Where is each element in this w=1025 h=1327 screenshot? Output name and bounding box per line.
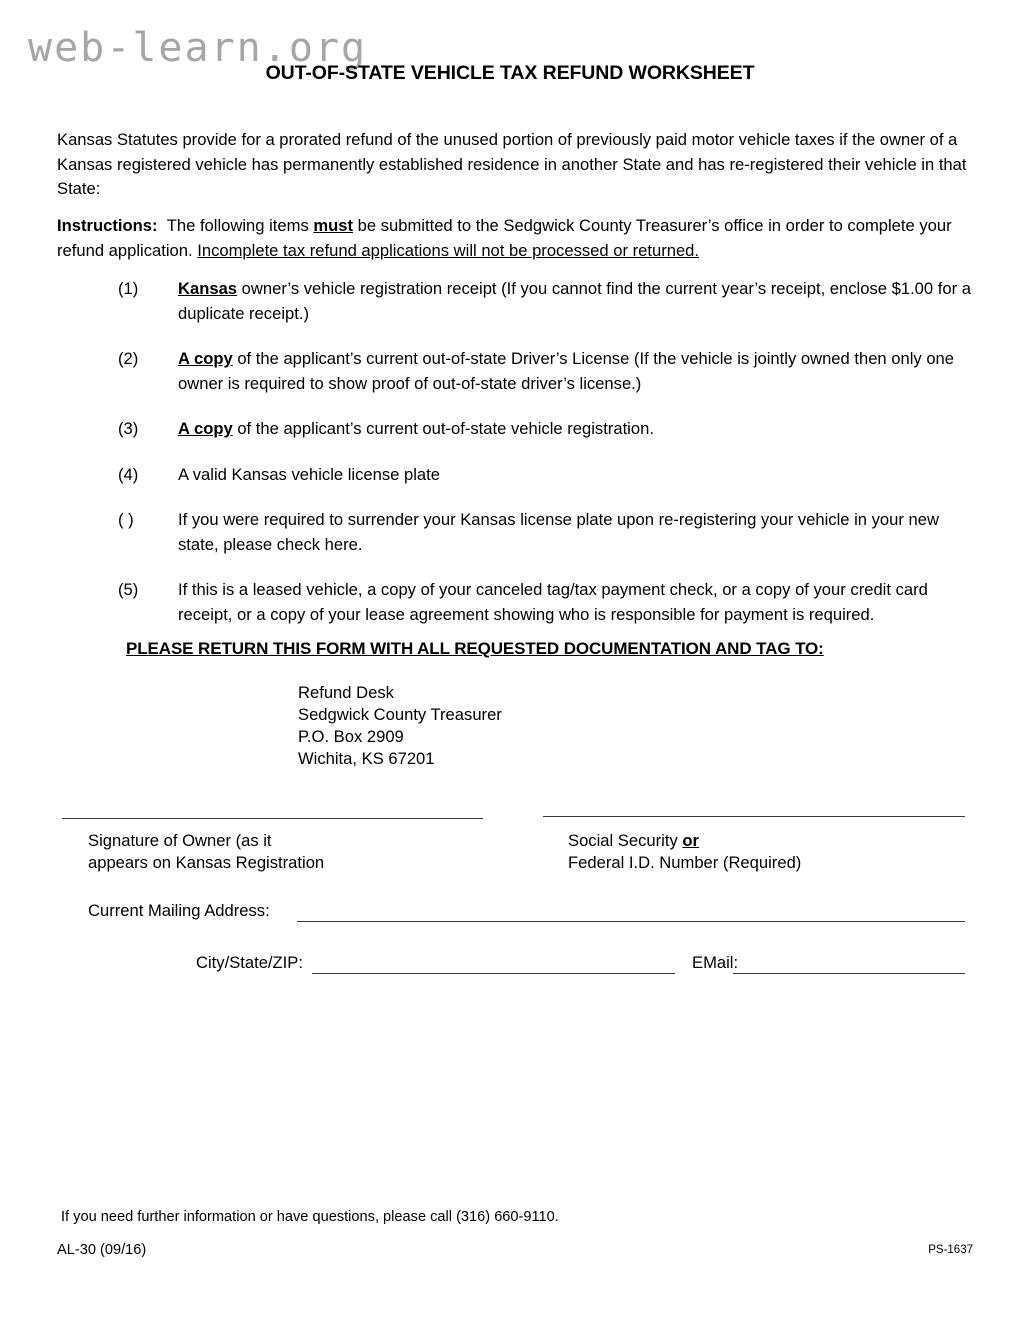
address-line-2: Sedgwick County Treasurer	[298, 705, 502, 724]
page-title: OUT-OF-STATE VEHICLE TAX REFUND WORKSHEET	[265, 62, 755, 84]
ssn-or-emphasis: or	[682, 831, 699, 850]
list-item-body: of the applicant’s current out-of-state Driver’s License (If the vehicle is jointly owned then only one owner is required to show proof of out-of-state driver’s license.)	[178, 349, 955, 393]
instructions-label: Instructions:	[57, 216, 158, 235]
signature-label-line-2: appears on Kansas Registration	[88, 853, 325, 872]
signature-label	[88, 830, 324, 874]
address-line-4: Wichita, KS 67201	[298, 749, 435, 768]
ssn-label-line-2: Federal I.D. Number (Required)	[568, 853, 802, 872]
list-item-marker: (4)	[118, 464, 139, 484]
city-state-zip-input[interactable]	[312, 973, 675, 974]
return-address-block	[298, 682, 502, 770]
list-item-text	[178, 417, 973, 442]
list-item	[0, 347, 1025, 396]
mailing-address-label: Current Mailing Address:	[88, 901, 270, 920]
list-item-marker: (3)	[118, 419, 139, 438]
intro-paragraph: Kansas Statutes provide for a prorated refund of the unused portion of previously paid motor vehicle taxes if the owner of a Kansas registered vehicle has permanently established residence in another State and has re-registered their vehicle in that State:	[57, 130, 967, 198]
footer-form-code: AL-30 (09/16)	[57, 1242, 147, 1258]
instructions-underlined-sentence: Incomplete tax refund applications will not be processed or returned.	[197, 240, 700, 260]
address-line-1: Refund Desk	[298, 683, 394, 702]
list-item-body: owner’s vehicle registration receipt (If you cannot find the current year’s receipt, enclose $1.00 for a duplicate receipt.)	[178, 279, 971, 323]
city-state-zip-label: City/State/ZIP:	[196, 953, 303, 972]
footer-contact-note: If you need further information or have questions, please call (316) 660-9110.	[61, 1209, 559, 1225]
list-item-text	[178, 277, 973, 326]
list-item-body: A valid Kansas vehicle license plate	[178, 464, 440, 484]
requirements-list	[0, 277, 1025, 648]
signature-label-line-1: Signature of Owner (as it	[88, 831, 272, 850]
list-item-lead-emphasis: A copy	[178, 419, 233, 438]
list-item	[0, 417, 1025, 442]
list-item-body: If you were required to surrender your Kansas license plate upon re-registering your vehicle in your new state, please check here.	[178, 510, 939, 554]
list-item-text	[178, 463, 973, 488]
ssn-input-line[interactable]	[543, 816, 965, 817]
list-item-marker: (2)	[118, 349, 139, 368]
list-item-lead-emphasis: Kansas	[178, 279, 238, 298]
web-learn-watermark: web-learn.org	[28, 25, 368, 71]
list-item-text	[178, 347, 973, 396]
email-input[interactable]	[733, 973, 965, 974]
list-item	[0, 578, 1025, 627]
instructions-paragraph	[57, 214, 970, 263]
list-item	[0, 463, 1025, 488]
mailing-address-input[interactable]	[297, 921, 965, 922]
instructions-text-after: be submitted to the Sedgwick County Treasurer’s office in order to complete your refund application.	[57, 216, 952, 260]
list-item	[0, 277, 1025, 326]
list-item-marker: (5)	[118, 580, 139, 599]
return-instruction-heading: PLEASE RETURN THIS FORM WITH ALL REQUESTED DOCUMENTATION AND TAG TO:	[126, 639, 824, 658]
list-item-lead-emphasis: A copy	[178, 349, 233, 368]
instructions-must-emphasis: must	[313, 216, 354, 235]
list-item-surrender-plate-checkbox[interactable]	[0, 508, 1025, 557]
email-label: EMail:	[692, 953, 739, 972]
ssn-label	[568, 830, 801, 874]
address-line-3: P.O. Box 2909	[298, 727, 404, 746]
signature-input-line[interactable]	[62, 818, 483, 819]
list-item-body: If this is a leased vehicle, a copy of your canceled tag/tax payment check, or a copy of your credit card receipt, or a copy of your lease agreement showing who is responsible for payment is required.	[178, 580, 928, 624]
list-item-text	[178, 578, 973, 627]
list-item-body: of the applicant’s current out-of-state vehicle registration.	[232, 419, 654, 438]
instructions-text-before: The following items	[166, 216, 314, 235]
ssn-label-line-1	[568, 830, 801, 852]
list-item-text	[178, 508, 973, 557]
footer-doc-code: PS-1637	[928, 1244, 973, 1256]
list-item-marker: (1)	[118, 279, 139, 298]
ssn-label-text: Social Security	[568, 831, 683, 850]
checkbox-marker[interactable]: ( )	[118, 510, 134, 529]
